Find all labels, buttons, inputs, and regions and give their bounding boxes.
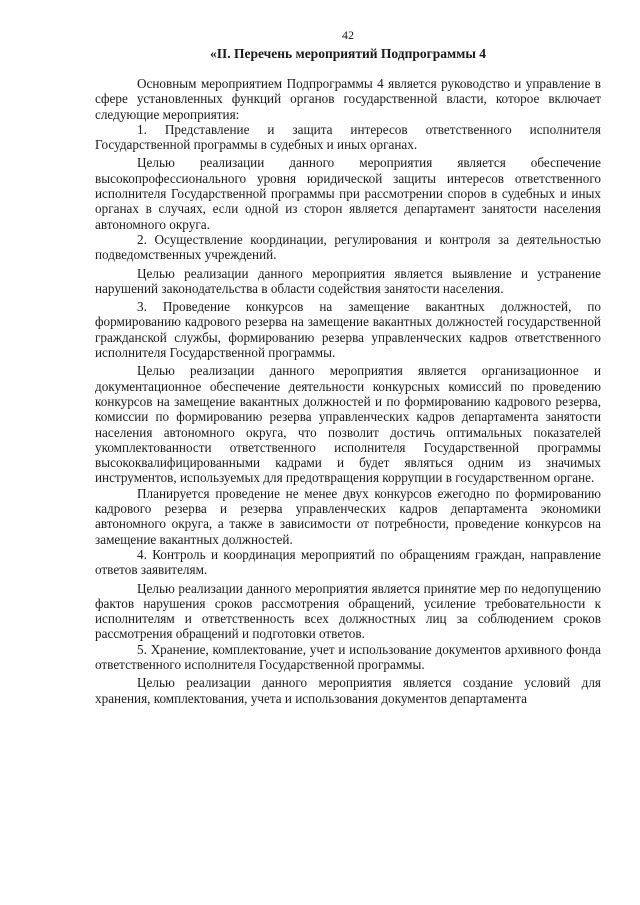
paragraph-item-5: 5. Хранение, комплектование, учет и использование документов архивного фонда ответственного исполнителя Государственной программы. (95, 641, 601, 672)
paragraph-item-4: 4. Контроль и координация мероприятий по обращениям граждан, направление ответов заявителям. (95, 546, 601, 578)
document-page (95, 28, 601, 706)
paragraph-item-3-plan: Планируется проведение не менее двух конкурсов ежегодно по формированию кадрового резерва и резерва управленческих кадров департамента экономики автономного округа, а также в зависимости от потребности, проведение конкурсов на замещение вакантных должностей. (95, 485, 601, 547)
paragraph-item-1: 1. Представление и защита интересов ответственного исполнителя Государственной программы в судебных и иных органах. (95, 121, 601, 153)
paragraph-item-3: 3. Проведение конкурсов на замещение вакантных должностей, по формированию кадрового резерва на замещение вакантных должностей государственной гражданской службы, формированию резерва управленческих кадров ответственного исполнителя Государственной программы. (95, 299, 601, 361)
paragraph-item-2: 2. Осуществление координации, регулирования и контроля за деятельностью подведомственных учреждений. (95, 231, 601, 263)
paragraph-item-2-goal: Целью реализации данного мероприятия является выявление и устранение нарушений законодательства в области содействия занятости населения. (95, 265, 601, 296)
paragraph-item-5-goal: Целью реализации данного мероприятия является создание условий для хранения, комплектования, учета и использования документов департамента (95, 675, 601, 706)
paragraph-item-4-goal: Целью реализации данного мероприятия является принятие мер по недопущению фактов нарушения сроков рассмотрения обращений, усиление требовательности к исполнителям и ответственность всех должностных лиц за соблюдением сроков рассмотрения обращений и подготовки ответов. (95, 580, 601, 642)
paragraph-item-3-goal: Целью реализации данного мероприятия является организационное и документационное обеспечение деятельности конкурсных комиссий по проведению конкурсов на замещение вакантных должностей и по формированию кадрового резерва, комиссии по формированию резерва управленческих кадров департамента занятости населения автономного округа, что позволит достичь оптимальных показателей укомплектованности ответственного исполнителя Государственной программы высококвалифицированными кадрами и будет являться одним из значимых инструментов, используемых для предотвращения коррупции в государственном органе. (95, 363, 601, 486)
paragraph-intro: Основным мероприятием Подпрограммы 4 является руководство и управление в сфере установленных функций органов государственной власти, которое включает следующие мероприятия: (95, 76, 601, 122)
paragraph-item-1-goal: Целью реализации данного мероприятия является обеспечение высокопрофессионального уровня юридической защиты интересов ответственного исполнителя Государственной программы при рассмотрении споров в судебных и иных органах в случаях, если одной из сторон является департамент занятости населения автономного округа. (95, 155, 601, 232)
section-heading: «II. Перечень мероприятий Подпрограммы 4 (209, 46, 487, 61)
page-number: 42 (342, 28, 354, 42)
